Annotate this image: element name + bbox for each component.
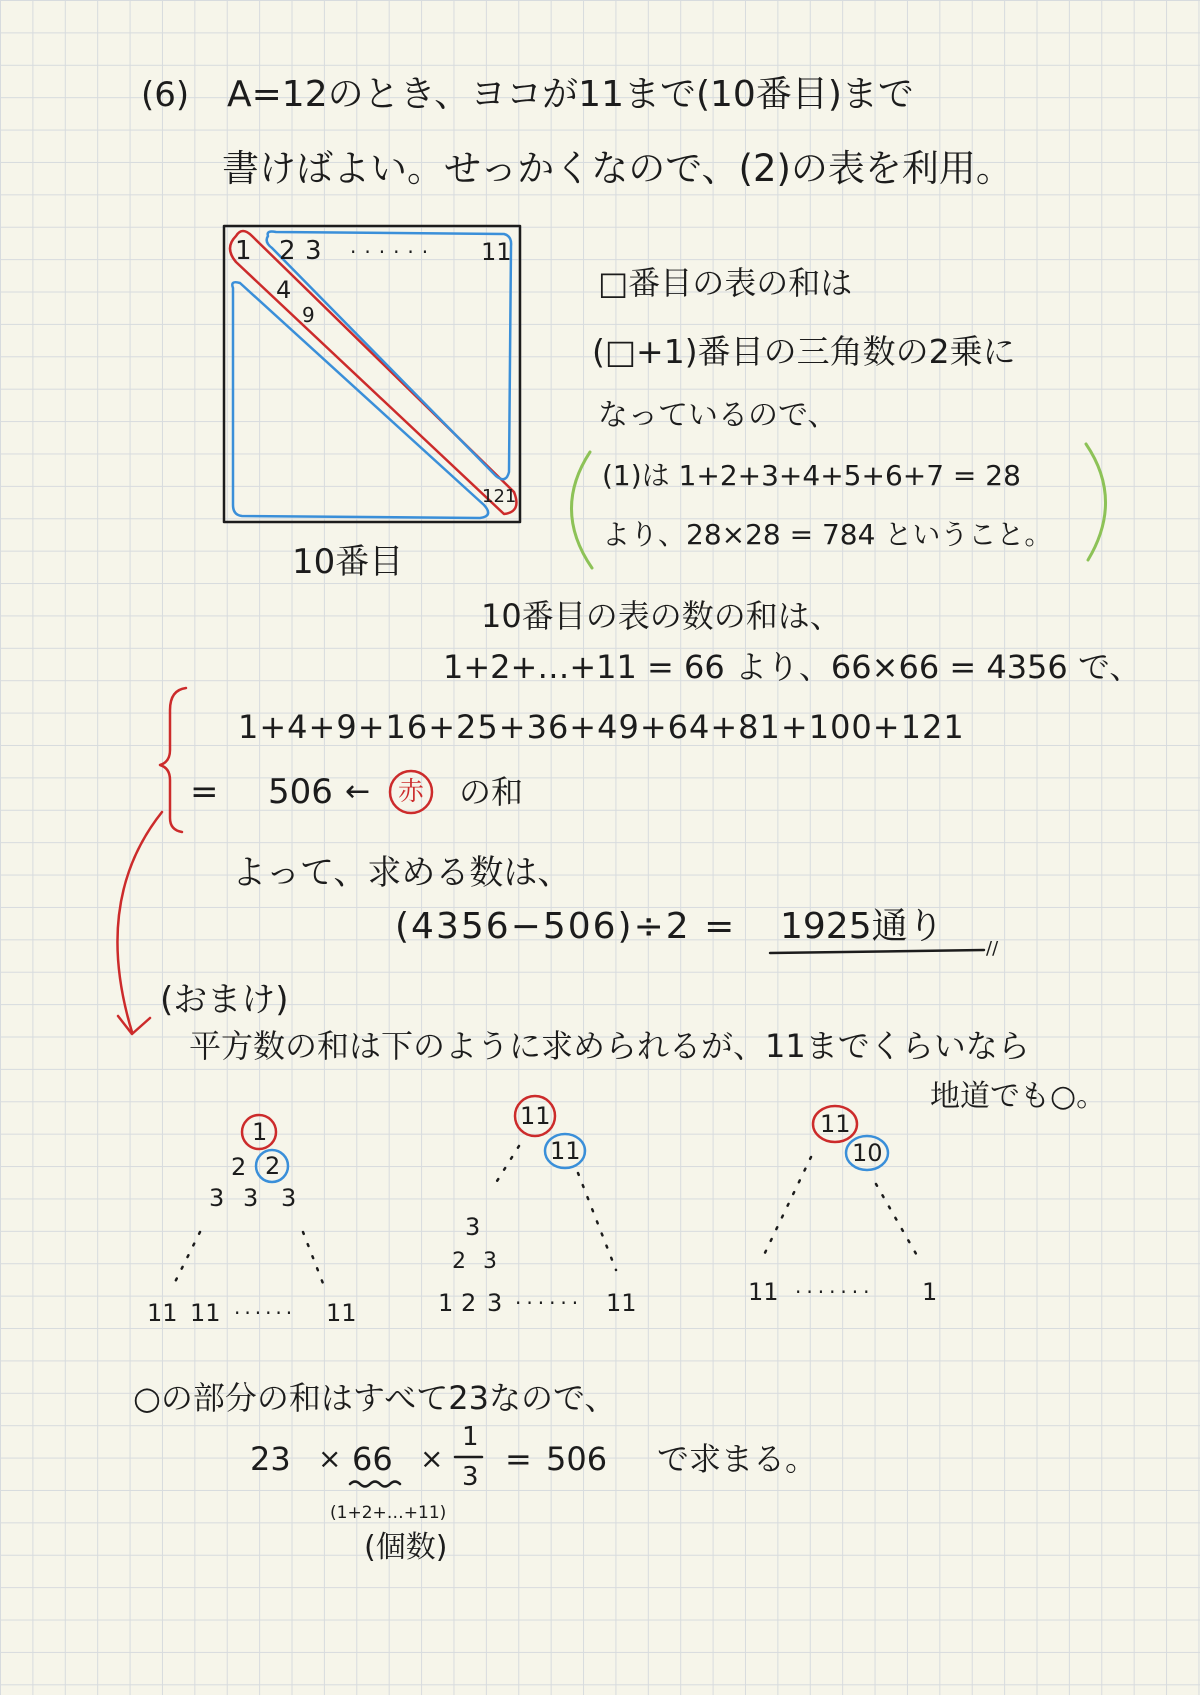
triangle2-left-3: 3: [465, 1213, 481, 1241]
table-cell-1: 1: [235, 236, 252, 266]
triangle2-left2-a: 2: [452, 1249, 466, 1274]
calc-line1: 10番目の表の数の和は、: [481, 597, 842, 635]
explanation-line1: □番目の表の和は: [598, 264, 853, 302]
table-top-dots: ······: [350, 240, 437, 264]
wavy-underline: [350, 1482, 400, 1487]
explanation-line2: (□+1)番目の三角数の2乗に: [592, 332, 1016, 371]
triangle2-bottom-end: 11: [606, 1289, 637, 1317]
table-diagonal-4: 4: [276, 276, 292, 304]
left-arrow: ←: [345, 774, 371, 809]
triangle3-bottom-dots: ·······: [795, 1280, 875, 1304]
table-diagonal-121: 121: [482, 486, 517, 507]
fraction-numerator: 1: [462, 1422, 479, 1452]
triangle3-bottom-start: 11: [748, 1278, 779, 1306]
squares-sum-value: 506: [268, 772, 333, 812]
triangle3-bottom-end: 1: [922, 1278, 938, 1306]
green-right-bracket: [1086, 444, 1106, 560]
triangle1-bottom-dots: ······: [234, 1301, 297, 1325]
table-box: [224, 226, 520, 522]
conclusion-line1: ○の部分の和はすべて23なので、: [133, 1379, 617, 1417]
conclusion-term-a: 23: [250, 1440, 291, 1478]
example-line2: より、28×28 = 784 ということ。: [602, 518, 1053, 551]
problem-number: (6): [141, 75, 190, 115]
triangle2-bottom-3: 3: [487, 1289, 503, 1317]
triangle2-left-dotted-edge: [492, 1146, 519, 1189]
upper-blue-loop: [267, 232, 511, 480]
red-arrowhead: [118, 1016, 150, 1034]
conclusion-times-1: ×: [318, 1442, 342, 1475]
table-diagonal-9: 9: [302, 303, 315, 327]
problem-line1: A=12のとき、ヨコが11まで(10番目)まで: [227, 74, 914, 115]
final-expression: (4356−506)÷2 =: [395, 906, 737, 947]
squares-equals: =: [190, 772, 219, 812]
therefore-line: よって、求める数は、: [232, 853, 572, 893]
conclusion-result: 506: [546, 1440, 608, 1478]
triangle2-bottom-dots: ······: [515, 1291, 584, 1315]
triangle3-right-dotted-edge: [876, 1184, 919, 1259]
triangle2-second: 11: [550, 1137, 581, 1165]
red-char: 赤: [398, 777, 425, 807]
triangle1-row3-a: 3: [209, 1184, 225, 1212]
triangle1-bottom-b: 11: [190, 1299, 221, 1327]
red-suffix: の和: [459, 773, 524, 811]
bonus-line2: 地道でも○。: [930, 1079, 1107, 1114]
triangle1-row2-right: 2: [265, 1152, 281, 1180]
green-left-bracket: [571, 452, 592, 568]
triangle1-row2-left: 2: [231, 1153, 247, 1181]
term-b-label: (個数): [364, 1530, 448, 1565]
conclusion-times-2: ×: [420, 1442, 444, 1475]
triangle3-second: 10: [852, 1139, 883, 1167]
red-curved-arrow: [117, 812, 162, 1032]
term-b-note: (1+2+…+11): [330, 1503, 447, 1523]
bonus-line1: 平方数の和は下のように求められるが、11までくらいなら: [189, 1027, 1030, 1065]
calc-line2: 1+2+…+11 = 66 より、66×66 = 4356 で、: [443, 648, 1142, 686]
conclusion-equals: =: [505, 1440, 532, 1478]
triangle2-bottom-1: 1: [438, 1289, 454, 1317]
conclusion-term-b: 66: [352, 1440, 393, 1478]
triangle1-row3-c: 3: [281, 1184, 297, 1212]
triangle1-left-dotted-edge: [173, 1232, 200, 1286]
answer-end-mark: //: [986, 938, 999, 959]
triangle1-bottom-a: 11: [147, 1299, 178, 1327]
explanation-line3: なっているので、: [598, 398, 838, 433]
triangle2-top: 11: [520, 1102, 551, 1130]
final-answer: 1925通り: [780, 906, 944, 947]
red-brace: [160, 688, 186, 832]
problem-line2: 書けばよい。せっかくなので、(2)の表を利用。: [222, 147, 1013, 190]
bonus-title: (おまけ): [160, 980, 289, 1020]
table-cell-2: 2: [279, 236, 296, 266]
triangle1-bottom-end: 11: [326, 1299, 357, 1327]
triangle1-top: 1: [252, 1118, 268, 1146]
triangle2-left2-b: 3: [483, 1249, 497, 1274]
diagonal-red-loop: [230, 231, 516, 514]
triangle2-bottom-2: 2: [461, 1289, 477, 1317]
triangle3-left-dotted-edge: [762, 1157, 811, 1259]
lower-blue-loop: [232, 282, 488, 518]
conclusion-suffix: で求まる。: [657, 1440, 818, 1478]
answer-underline: [770, 950, 984, 953]
example-line1: (1)は 1+2+3+4+5+6+7 = 28: [602, 459, 1021, 492]
table-cell-11: 11: [481, 238, 512, 266]
triangle1-right-dotted-edge: [303, 1232, 324, 1286]
table-caption: 10番目: [292, 542, 404, 582]
triangle1-row3-b: 3: [243, 1184, 259, 1212]
fraction-denominator: 3: [462, 1462, 479, 1492]
squares-sum-expression: 1+4+9+16+25+36+49+64+81+100+121: [238, 708, 965, 746]
triangle2-right-dotted-edge: [578, 1173, 616, 1270]
triangle3-top: 11: [820, 1110, 851, 1138]
table-cell-3: 3: [305, 236, 322, 266]
